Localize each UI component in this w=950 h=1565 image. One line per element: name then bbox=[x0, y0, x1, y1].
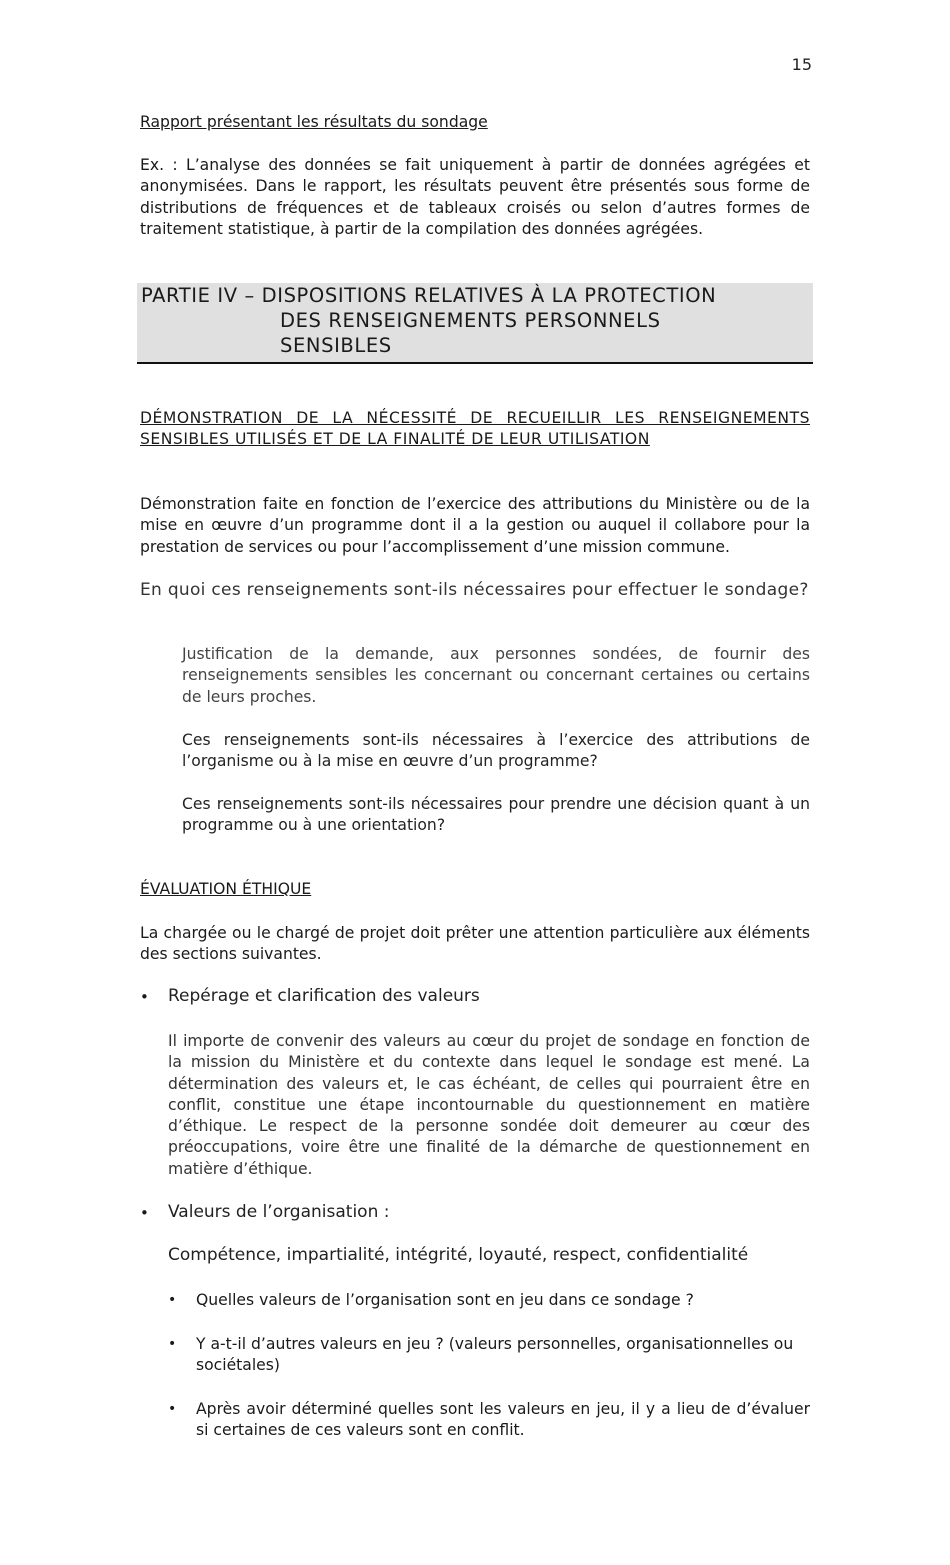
ethics-intro: La chargée ou le chargé de projet doit prêter une attention particulière aux éléments des sections suivantes. bbox=[140, 924, 810, 964]
bullet-icon: • bbox=[168, 1336, 177, 1352]
ethics-title: ÉVALUATION ÉTHIQUE bbox=[140, 880, 312, 898]
bullet-icon: • bbox=[140, 988, 149, 1006]
bullet-organization-values-title: Valeurs de l’organisation : bbox=[168, 1202, 390, 1222]
question-attributions: Ces renseignements sont-ils nécessaires à l’exercice des attributions de l’organisme ou à la mise en œuvre d’un programme? bbox=[182, 731, 810, 771]
part-heading-line3: SENSIBLES bbox=[280, 334, 392, 357]
sub-question-3: Après avoir déterminé quelles sont les valeurs en jeu, il y a lieu de d’évaluer si certaines de ces valeurs sont en conflit. bbox=[196, 1400, 810, 1440]
demonstration-question: En quoi ces renseignements sont-ils nécessaires pour effectuer le sondage? bbox=[140, 580, 809, 600]
values-clarification-text: Il importe de convenir des valeurs au cœur du projet de sondage en fonction de la mission du Ministère et du contexte dans lequel le sondage est mené. La détermination des valeurs et, le cas échéant, de celles qui pourraient être en conflit, constitue une étape incontournable du questionnement en matière d’éthique. Le respect de la personne sondée doit demeurer au cœur des préoccupations, voire être une finalité de la démarche de questionnement en matière d’éthique. bbox=[168, 1032, 810, 1178]
bullet-icon: • bbox=[168, 1292, 177, 1308]
demonstration-title: DÉMONSTRATION DE LA NÉCESSITÉ DE RECUEILLIR LES RENSEIGNEMENTS SENSIBLES UTILISÉS ET DE LA FINALITÉ DE LEUR UTILISATION bbox=[140, 409, 810, 449]
bullet-values-clarification-title: Repérage et clarification des valeurs bbox=[168, 986, 480, 1006]
sub-question-2: Y a-t-il d’autres valeurs en jeu ? (valeurs personnelles, organisationnelles ou sociétales) bbox=[196, 1335, 794, 1375]
part-heading-line2: DES RENSEIGNEMENTS PERSONNELS bbox=[280, 309, 661, 332]
report-section-text: Ex. : L’analyse des données se fait uniquement à partir de données agrégées et anonymisées. Dans le rapport, les résultats peuvent être présentés sous forme de distributions de fréquences et de tableaux croisés ou selon d’autres formes de traitement statistique, à partir de la compilation des données agrégées. bbox=[140, 156, 810, 238]
organization-values-list: Compétence, impartialité, intégrité, loyauté, respect, confidentialité bbox=[168, 1245, 749, 1265]
part-heading-line1: PARTIE IV – DISPOSITIONS RELATIVES À LA PROTECTION bbox=[141, 284, 717, 307]
justification-text: Justification de la demande, aux personnes sondées, de fournir des renseignements sensibles les concernant ou concernant certaines ou certains de leurs proches. bbox=[182, 645, 810, 706]
bullet-icon: • bbox=[168, 1401, 177, 1417]
report-section-title: Rapport présentant les résultats du sondage bbox=[140, 113, 488, 131]
bullet-icon: • bbox=[140, 1204, 149, 1222]
page-number: 15 bbox=[791, 55, 812, 74]
question-decision: Ces renseignements sont-ils nécessaires pour prendre une décision quant à un programme ou à une orientation? bbox=[182, 795, 810, 835]
sub-question-1: Quelles valeurs de l’organisation sont en jeu dans ce sondage ? bbox=[196, 1291, 694, 1309]
demonstration-text: Démonstration faite en fonction de l’exercice des attributions du Ministère ou de la mise en œuvre d’un programme dont il a la gestion ou auquel il collabore pour la prestation de services ou pour l’accomplissement d’une mission commune. bbox=[140, 495, 810, 556]
